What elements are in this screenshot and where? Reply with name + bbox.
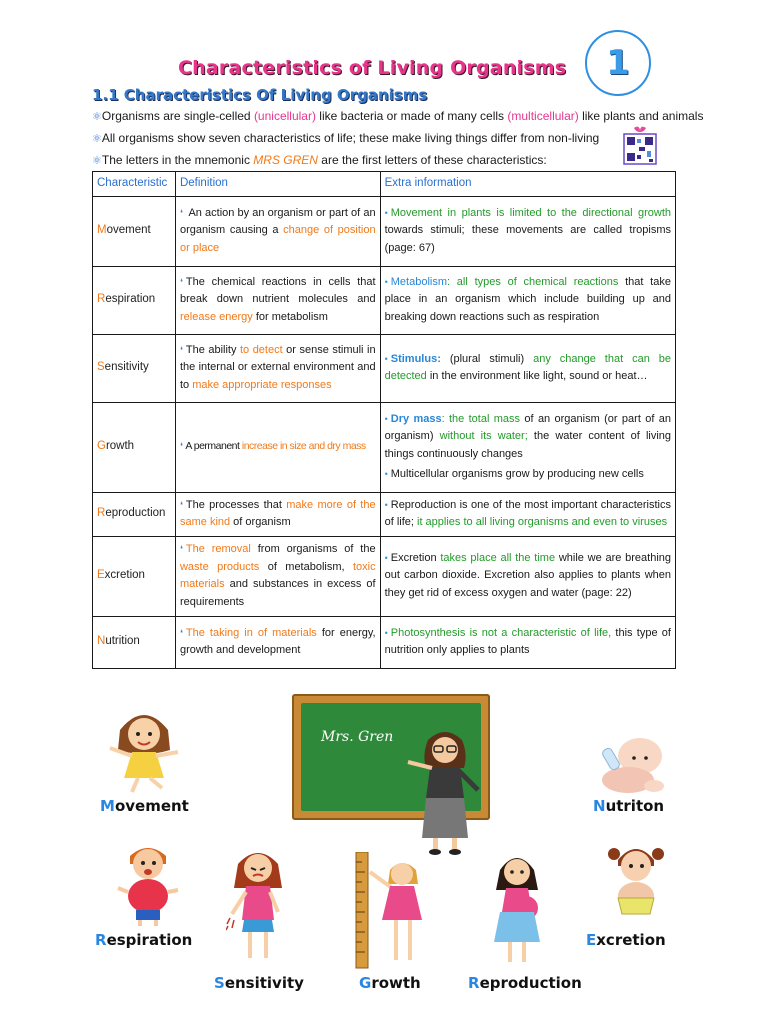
chalkboard-text: Mrs. Gren [321,729,394,745]
nutrition-baby-illustration [592,734,672,796]
chapter-number: 1 [606,43,630,83]
definition-cell: ❛ The chemical reactions in cells that break down nutrient molecules and release energy for metabolism [175,266,380,334]
qr-code-icon[interactable] [622,124,658,166]
label-excretion: Excretion [586,931,666,949]
label-nutrition: Nutriton [593,797,665,815]
table-row [93,334,676,402]
definition-cell: ❛ The removal from organisms of the waste products of metabolism, toxic materials and substances in excess of requirements [175,536,380,616]
label-growth: Growth [359,974,421,992]
label-sensitivity: Sensitivity [214,974,304,992]
growth-illustration [354,852,434,970]
table-row [93,402,676,492]
label-respiration: Respiration [95,931,193,949]
characteristic-name: Excretion [93,536,176,616]
definition-cell: ❛ An action by an organism or part of an organism causing a change of position or place [175,196,380,266]
reproduction-woman-illustration [486,850,548,968]
section-title: 1.1 Characteristics Of Living Organisms [92,86,428,104]
intro-line-1: ⚛Organisms are single-celled (unicellular) like bacteria or made of many cells (multicellular) like plants and animals [92,109,704,123]
page-title: Characteristics of Living Organisms [178,57,567,79]
teacher-illustration [400,726,490,856]
characteristic-name: Nutrition [93,616,176,668]
characteristics-table [92,171,676,669]
label-reproduction: Reproduction [468,974,582,992]
atom-bullet-icon: ⚛ [92,111,102,123]
characteristic-name: Movement [93,196,176,266]
table-row [93,266,676,334]
column-header: Extra information [380,172,675,197]
table-header-row [93,172,676,197]
extra-info-cell: • Stimulus: (plural stimuli) any change that can be detected in the environment like light, sound or heat… [380,334,675,402]
table-row [93,536,676,616]
extra-info-cell: • Metabolism: all types of chemical reactions that take place in an organism which include building up and breaking down reactions such as respiration [380,266,675,334]
atom-bullet-icon: ⚛ [92,155,102,167]
definition-cell: ❛ The processes that make more of the same kind of organism [175,492,380,536]
intro-line-2: ⚛All organisms show seven characteristics of life; these make living things differ from non-living [92,131,600,145]
intro-list [92,106,704,172]
table-row [93,492,676,536]
definition-cell: ❛ The ability to detect or sense stimuli in the internal or external environment and to make appropriate responses [175,334,380,402]
characteristic-name: Respiration [93,266,176,334]
extra-info-cell: • Dry mass: the total mass of an organism (or part of an organism) without its water; the water content of living things continuously changes • Multicellular organisms grow by producing new cells [380,402,675,492]
excretion-toddler-illustration [600,836,672,920]
extra-info-cell: • Movement in plants is limited to the directional growth towards stimuli; these movements are called tropisms (page: 67) [380,196,675,266]
characteristic-name: Reproduction [93,492,176,536]
column-header: Definition [175,172,380,197]
characteristic-name: Growth [93,402,176,492]
extra-info-cell: • Photosynthesis is not a characteristic of life, this type of nutrition only applies to plants [380,616,675,668]
table-row [93,196,676,266]
table-row [93,616,676,668]
label-movement: Movement [100,797,189,815]
respiration-boy-illustration [112,840,184,928]
extra-info-cell: • Excretion takes place all the time while we are breathing out carbon dioxide. Excretion also applies to plants when they get rid of excess oxygen and water (page: 22) [380,536,675,616]
sensitivity-girl-illustration [226,846,290,964]
chapter-badge [585,30,651,96]
definition-cell: ❛ The taking in of materials for energy, growth and development [175,616,380,668]
intro-line-3: ⚛The letters in the mnemonic MRS GREN are the first letters of these characteristics: [92,153,547,167]
definition-cell: ❛ A permanent increase in size and dry mass [175,402,380,492]
characteristic-name: Sensitivity [93,334,176,402]
movement-girl-illustration [104,704,184,794]
atom-bullet-icon: ⚛ [92,133,102,145]
extra-info-cell: • Reproduction is one of the most important characteristics of life; it applies to all living organisms and even to viruses [380,492,675,536]
column-header: Characteristic [93,172,176,197]
